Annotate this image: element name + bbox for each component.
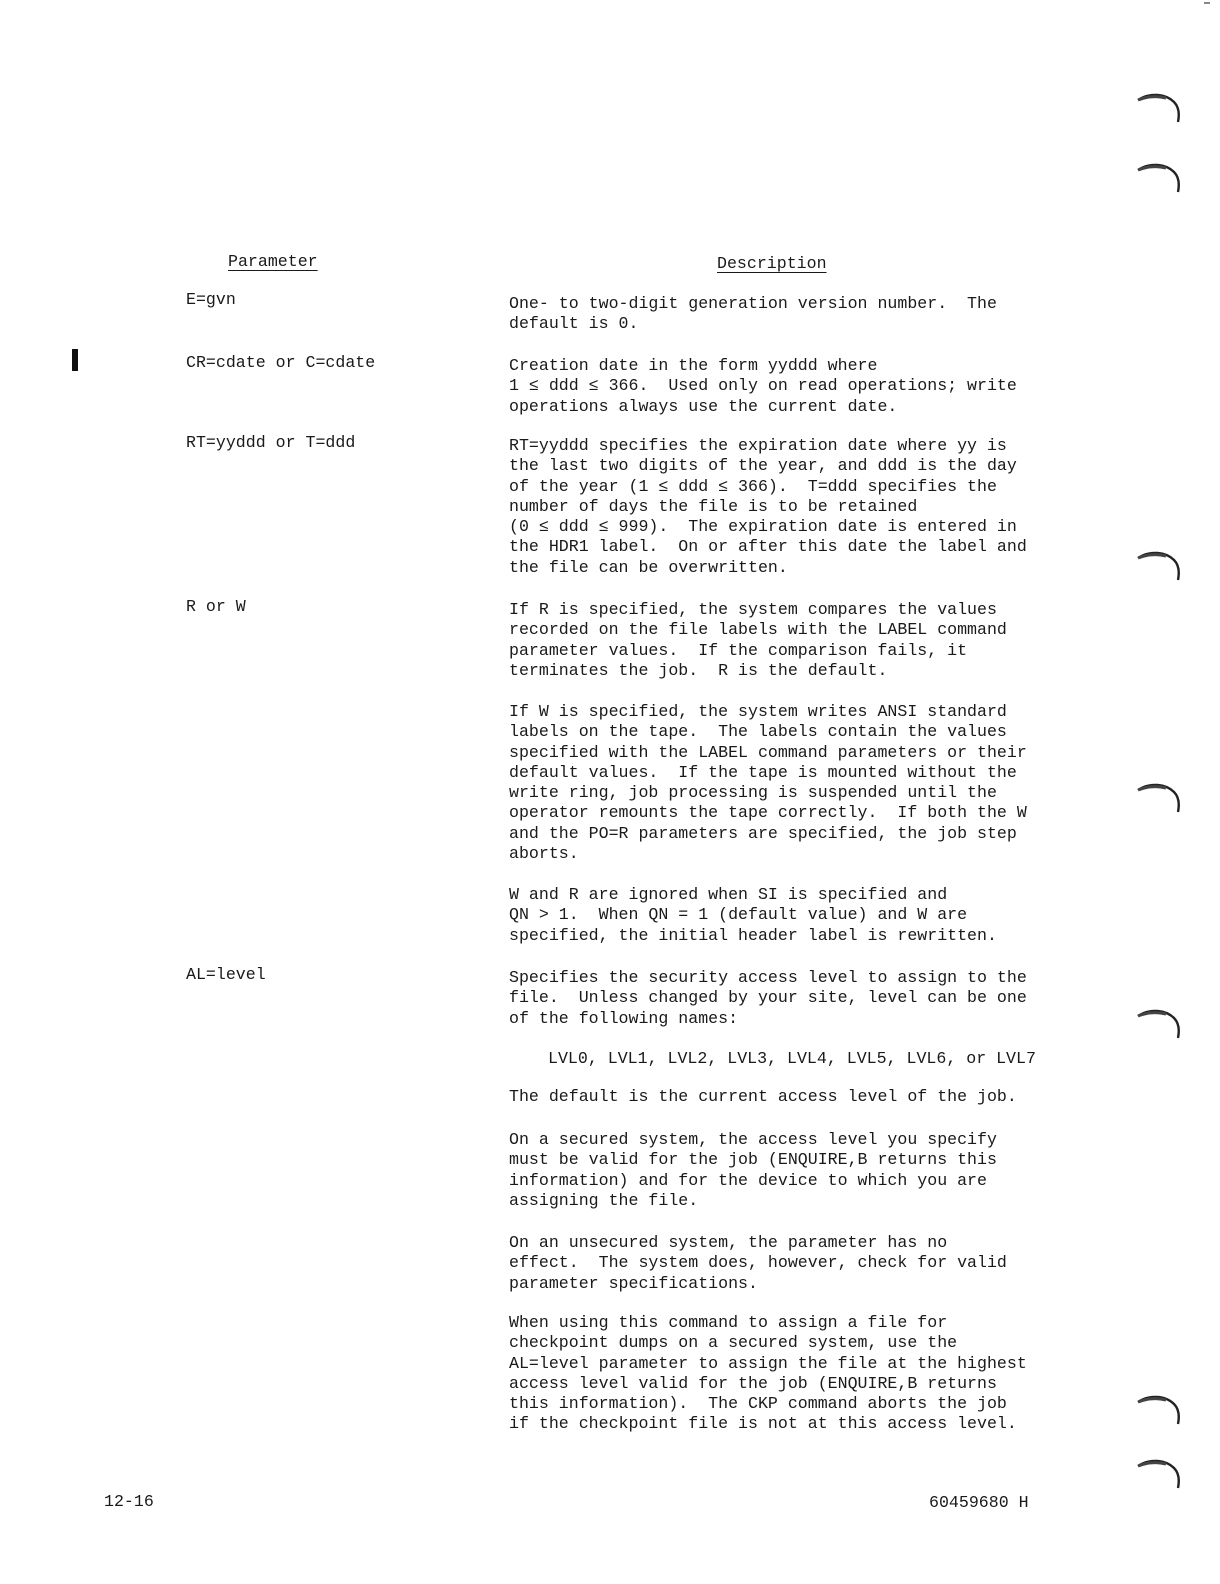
param-al: AL=level (186, 965, 266, 984)
desc-cr: Creation date in the form yyddd where 1 ≤ ddd ≤ 366. Used only on read operations; write operations always use the current date. (509, 356, 1017, 416)
desc-al-4: On an unsecured system, the parameter has no effect. The system does, however, check for valid parameter specifications. (509, 1233, 1007, 1293)
access-level-names: LVL0, LVL1, LVL2, LVL3, LVL4, LVL5, LVL6, or LVL7 (548, 1049, 1036, 1068)
param-rw: R or W (186, 597, 246, 616)
change-bar (72, 349, 78, 371)
document-number: 60459680 H (929, 1493, 1029, 1512)
param-e: E=gvn (186, 290, 236, 309)
param-rt: RT=yyddd or T=ddd (186, 433, 356, 452)
binder-hole-mark (1136, 1390, 1184, 1430)
binder-hole-mark (1136, 1004, 1184, 1044)
parameter-column-header: Parameter (228, 252, 318, 271)
param-cr: CR=cdate or C=cdate (186, 353, 376, 372)
desc-rw-2: If W is specified, the system writes ANSI standard labels on the tape. The labels contain the values specified with the LABEL command parameters or their default values. If the tape is mounted without the write ring, job processing is suspended until the operator remounts the tape correctly. If both the W and the PO=R parameters are specified, the job step aborts. (509, 702, 1027, 864)
binder-hole-mark (1136, 158, 1184, 198)
edge-mark (1204, 2, 1210, 4)
binder-hole-mark (1136, 546, 1184, 586)
desc-rw-3: W and R are ignored when SI is specified and QN > 1. When QN = 1 (default value) and W are specified, the initial header label is rewritten. (509, 885, 997, 945)
desc-al-1: Specifies the security access level to assign to the file. Unless changed by your site, level can be one of the following names: (509, 968, 1027, 1028)
binder-hole-mark (1136, 1454, 1184, 1494)
desc-rw-1: If R is specified, the system compares the values recorded on the file labels with the LABEL command parameter values. If the comparison fails, it terminates the job. R is the default. (509, 600, 1007, 680)
description-column-header: Description (717, 254, 827, 273)
desc-al-3: On a secured system, the access level you specify must be valid for the job (ENQUIRE,B returns this information) and for the device to which you are assigning the file. (509, 1130, 997, 1210)
page-number: 12-16 (104, 1492, 154, 1511)
desc-al-5: When using this command to assign a file for checkpoint dumps on a secured system, use the AL=level parameter to assign the file at the highest access level valid for the job (ENQUIRE,B returns this information). The CKP command aborts the job if the checkpoint file is not at this access level. (509, 1313, 1027, 1434)
desc-e: One- to two-digit generation version number. The default is 0. (509, 294, 997, 334)
desc-rt: RT=yyddd specifies the expiration date where yy is the last two digits of the year, and ddd is the day of the year (1 ≤ ddd ≤ 366). T=ddd specifies the number of days the file is to be retained (0 ≤ ddd ≤ 999). The expiration date is entered in the HDR1 label. On or after this date the label and the file can be overwritten. (509, 436, 1027, 577)
desc-al-2: The default is the current access level of the job. (509, 1087, 1017, 1106)
binder-hole-mark (1136, 88, 1184, 128)
binder-hole-mark (1136, 778, 1184, 818)
